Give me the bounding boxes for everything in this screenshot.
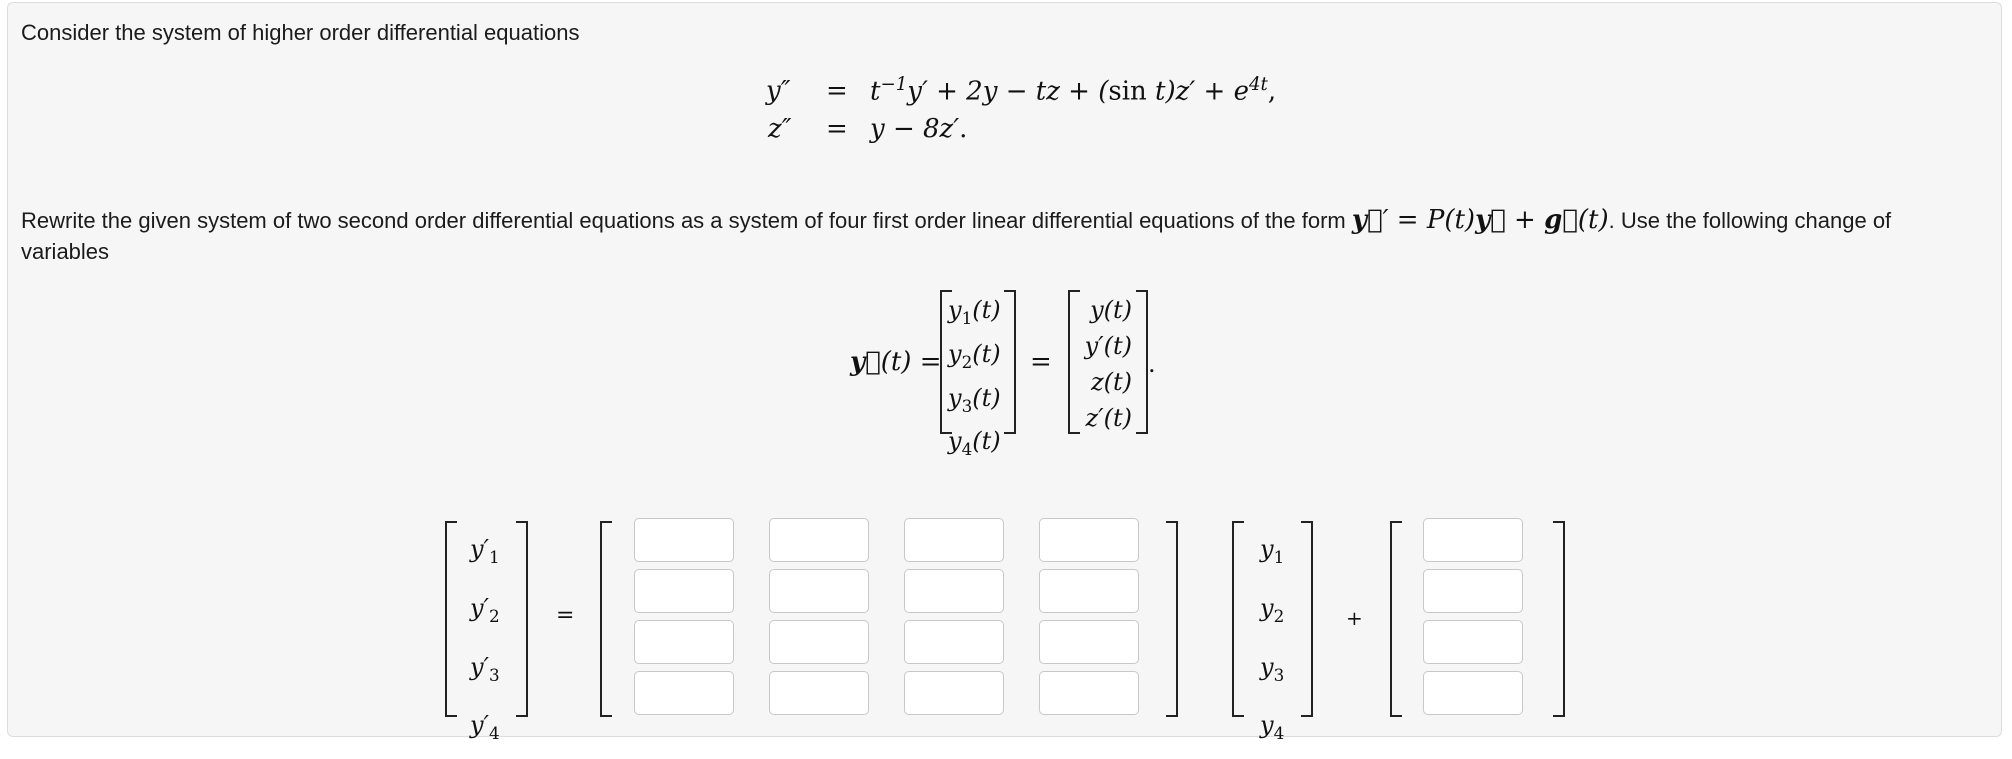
intro-text: Consider the system of higher order differential equations	[21, 20, 580, 45]
matrix-cell-r4-c1[interactable]	[634, 671, 734, 715]
y1: $y_1$	[1260, 535, 1285, 567]
matrix-cell-r1-c1[interactable]	[634, 518, 734, 562]
right-bracket	[1004, 290, 1016, 434]
left-bracket	[600, 521, 612, 717]
matrix-cell-r4-c4[interactable]	[1039, 671, 1139, 715]
rewrite-instruction-continued: variables	[21, 239, 110, 264]
matrix-cell-r3-c3[interactable]	[904, 620, 1004, 664]
forcing-cell-4[interactable]	[1423, 671, 1523, 715]
matrix-cell-r3-c4[interactable]	[1039, 620, 1139, 664]
left-bracket	[1390, 521, 1402, 717]
matrix-cell-r2-c3[interactable]	[904, 569, 1004, 613]
equals-sign-1: =	[826, 76, 848, 106]
matrix-cell-r1-c2[interactable]	[769, 518, 869, 562]
z-of-t: z(t)	[1090, 368, 1132, 396]
right-bracket	[1136, 290, 1148, 434]
y2-prime: $y'_2$	[470, 593, 500, 626]
matrix-cell-r1-c3[interactable]	[904, 518, 1004, 562]
left-bracket	[1232, 521, 1244, 717]
equals-sign: =	[556, 603, 575, 628]
equals-sign-2: =	[826, 114, 848, 144]
matrix-cell-r2-c4[interactable]	[1039, 569, 1139, 613]
y1-prime: $y'_1$	[470, 535, 500, 567]
z-prime-of-t: z′(t)	[1085, 404, 1132, 432]
y3: $y_3$	[1260, 652, 1285, 685]
y-prime-of-t: y′(t)	[1084, 332, 1132, 360]
substitution-column	[1072, 292, 1132, 436]
plus-sign: +	[1346, 606, 1363, 630]
matrix-cell-r4-c3[interactable]	[904, 671, 1004, 715]
right-bracket	[1166, 521, 1178, 717]
matrix-cell-r1-c4[interactable]	[1039, 518, 1139, 562]
left-bracket	[445, 521, 457, 717]
matrix-cell-r2-c2[interactable]	[769, 569, 869, 613]
rhs-equation-2: y − 8z′.	[870, 114, 968, 144]
lhs-z-double-prime: z″	[768, 114, 792, 144]
rewrite-text-post: . Use the following change of	[1608, 208, 1892, 233]
matrix-form-formula: y⃗′ = P(t)y⃗ + g⃗(t)	[1351, 205, 1609, 235]
y4-prime: $y'_4$	[470, 711, 500, 744]
y2-of-t: $y_2(t)$	[948, 339, 1001, 372]
y4-of-t: $y_4(t)$	[948, 427, 1001, 460]
matrix-cell-r3-c1[interactable]	[634, 620, 734, 664]
forcing-cell-3[interactable]	[1423, 620, 1523, 664]
forcing-cell-2[interactable]	[1423, 569, 1523, 613]
right-bracket	[1301, 521, 1313, 717]
derivative-vector	[470, 524, 500, 759]
y2: $y_2$	[1260, 593, 1285, 626]
rewrite-instruction	[21, 205, 1891, 235]
y-vector	[1260, 524, 1284, 759]
forcing-cell-1[interactable]	[1423, 518, 1523, 562]
y1-of-t: $y_1(t)$	[948, 296, 1001, 328]
y3-prime: $y'_3$	[470, 652, 500, 685]
y3-of-t: $y_3(t)$	[948, 383, 1001, 416]
y-of-t: y(t)	[1090, 296, 1132, 324]
right-bracket	[1553, 521, 1565, 717]
vector-y-of-t: y⃗(t) =	[850, 347, 942, 377]
period: .	[1148, 350, 1156, 378]
matrix-cell-r3-c2[interactable]	[769, 620, 869, 664]
matrix-cell-r2-c1[interactable]	[634, 569, 734, 613]
right-bracket	[516, 521, 528, 717]
matrix-cell-r4-c2[interactable]	[769, 671, 869, 715]
equals-sign-3: =	[1030, 347, 1052, 377]
y-components-column	[948, 292, 1001, 467]
y4: $y_4$	[1260, 711, 1285, 744]
rewrite-text-pre: Rewrite the given system of two second order differential equations as a system of four first order linear differential equations of the form	[21, 208, 1352, 233]
lhs-y-double-prime: y″	[766, 76, 791, 106]
rhs-equation-1: $t^{-1}y' + 2y$ − tz + (sin $t)z' + e^{4t}$,	[870, 74, 1277, 107]
